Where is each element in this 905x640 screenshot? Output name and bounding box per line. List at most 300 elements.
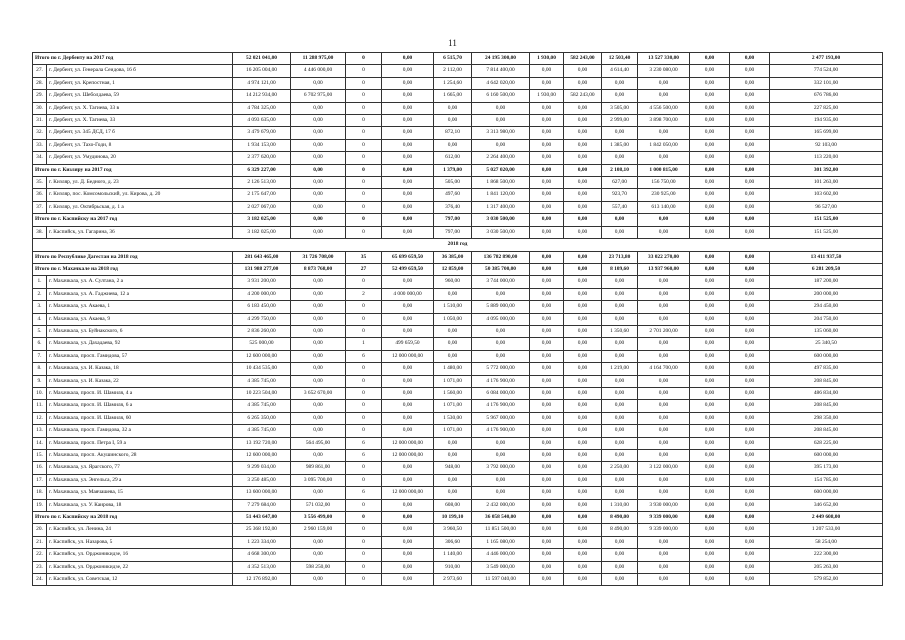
value-cell: 0 [346,53,382,65]
value-cell: 0,00 [472,288,530,300]
value-cell: 0,00 [730,177,770,189]
value-cell: 0,00 [291,164,346,176]
value-cell: 0 [346,102,382,114]
value-cell: 0,00 [638,549,690,561]
value-cell: 0,00 [564,400,602,412]
value-cell: 0,00 [638,214,690,226]
value-cell: 0,00 [382,400,434,412]
address-cell: г. Махачкала, ул. Акаева, 9 [47,313,233,325]
value-cell: 5 772 000,00 [472,363,530,375]
total-label: Итого по Республике Дагестан на 2018 год [33,251,233,263]
value-cell: 0,00 [602,387,638,399]
table-row [33,474,883,486]
value-cell: 1 254,60 [434,77,472,89]
value-cell: 0,00 [291,338,346,350]
value-cell: 0,00 [434,102,472,114]
value-cell: 0,00 [564,251,602,263]
value-cell: 23 713,80 [602,251,638,263]
value-cell: 31 726 708,00 [291,251,346,263]
value-cell: 25 368 192,00 [233,524,291,536]
table-row [33,276,883,288]
value-cell: 0,00 [291,450,346,462]
value-cell: 0,00 [730,251,770,263]
value-cell: 0,00 [690,487,730,499]
value-cell: 0,00 [730,400,770,412]
value-cell: 208 845,00 [770,425,883,437]
total-row [33,251,883,263]
value-cell: 0,00 [530,462,564,474]
value-cell: 0,00 [530,226,564,238]
repair-schedule-table [32,52,883,586]
value-cell: 2 112,00 [434,65,472,77]
value-cell: 376,40 [434,201,472,213]
value-cell: 0,00 [530,301,564,313]
year-header: 2018 год [33,239,883,251]
value-cell: 0,00 [730,450,770,462]
value-cell: 0,00 [730,524,770,536]
total-label: Итого по г. Каспийску на 2017 год [33,214,233,226]
value-cell: 0,00 [382,549,434,561]
value-cell: 0,00 [530,152,564,164]
value-cell: 0,00 [530,549,564,561]
value-cell: 0,00 [564,363,602,375]
value-cell: 0,00 [564,139,602,151]
value-cell: 0,00 [382,301,434,313]
row-number: 3. [33,301,47,313]
value-cell: 0 [346,189,382,201]
address-cell: г. Махачкала, ул. У. Каирова, 18 [47,499,233,511]
value-cell: 0,00 [530,574,564,586]
value-cell: 0,00 [564,102,602,114]
value-cell: 5 967 000,00 [472,412,530,424]
value-cell: 0,00 [291,288,346,300]
value-cell: 0,00 [564,387,602,399]
value-cell: 4 642 020,00 [472,77,530,89]
address-cell: г. Махачкала, ул. А. Султана, 2 а [47,276,233,288]
value-cell: 2 960 159,00 [291,524,346,536]
total-label: Итого по г. Махачкале на 2018 год [33,263,233,275]
table-row [33,363,883,375]
value-cell: 0,00 [730,375,770,387]
table-row [33,288,883,300]
value-cell: 628 225,00 [770,437,883,449]
value-cell: 13 411 937,50 [770,251,883,263]
value-cell: 0,00 [291,325,346,337]
value-cell: 0 [346,325,382,337]
value-cell: 0,00 [564,536,602,548]
value-cell: 0,00 [638,276,690,288]
value-cell: 0,00 [638,375,690,387]
value-cell: 0,00 [564,127,602,139]
value-cell: 3 744 000,00 [472,276,530,288]
address-cell: г. Дербент, ул. Умудинова, 20 [47,152,233,164]
value-cell: 0,00 [730,139,770,151]
value-cell: 0,00 [530,177,564,189]
value-cell: 0,00 [564,412,602,424]
value-cell: 204 750,00 [770,313,883,325]
address-cell: г. Махачкала, просп. И. Шамиля, 6 а [47,400,233,412]
address-cell: г. Каспийск, ул. Ленина, 24 [47,524,233,536]
value-cell: 0,00 [564,549,602,561]
value-cell: 1 219,00 [602,363,638,375]
value-cell: 0,00 [564,487,602,499]
row-number: 11. [33,400,47,412]
value-cell: 0,00 [291,536,346,548]
value-cell: 6 084 000,00 [472,387,530,399]
row-number: 30. [33,102,47,114]
value-cell: 3 505,00 [602,102,638,114]
value-cell: 0,00 [690,77,730,89]
value-cell: 0,00 [291,363,346,375]
value-cell: 0,00 [730,276,770,288]
value-cell: 0,00 [638,313,690,325]
value-cell: 557,40 [602,201,638,213]
value-cell: 0,00 [472,450,530,462]
value-cell: 1 385,00 [602,139,638,151]
value-cell: 0,00 [602,474,638,486]
value-cell: 0,00 [564,574,602,586]
address-cell: г. Дербент, ул. Генерала Сеидова, 16 б [47,65,233,77]
value-cell: 298 350,00 [770,412,883,424]
value-cell: 0,00 [472,487,530,499]
address-cell: г. Махачкала, ул. Маячашева, 15 [47,487,233,499]
value-cell: 989 861,00 [291,462,346,474]
value-cell: 0,00 [690,549,730,561]
value-cell: 8 873 768,00 [291,263,346,275]
value-cell: 1 071,00 [434,425,472,437]
value-cell: 0 [346,412,382,424]
value-cell: 6 160 500,00 [472,90,530,102]
total-row [33,53,883,65]
value-cell: 0,00 [730,462,770,474]
table-row [33,462,883,474]
value-cell: 0,00 [564,276,602,288]
value-cell: 0,00 [564,189,602,201]
value-cell: 0,00 [690,201,730,213]
value-cell: 0,00 [530,487,564,499]
value-cell: 4 176 900,00 [472,400,530,412]
value-cell: 0,00 [638,412,690,424]
value-cell: 12 000 000,00 [382,437,434,449]
value-cell: 0,00 [434,115,472,127]
value-cell: 4 385 745,00 [233,375,291,387]
value-cell: 205 263,00 [770,561,883,573]
value-cell: 0 [346,127,382,139]
table-row [33,549,883,561]
value-cell: 627,00 [602,177,638,189]
value-cell: 9 339 000,00 [638,512,690,524]
value-cell: 499 659,50 [382,338,434,350]
value-cell: 0,00 [472,437,530,449]
value-cell: 0,00 [730,437,770,449]
row-number: 37. [33,201,47,213]
value-cell: 1 000 815,00 [638,164,690,176]
value-cell: 582 243,00 [564,90,602,102]
value-cell: 3 030 500,00 [472,214,530,226]
value-cell: 0,00 [690,65,730,77]
value-cell: 0 [346,524,382,536]
value-cell: 151 525,00 [770,214,883,226]
value-cell: 3 182 025,00 [233,214,291,226]
value-cell: 923,70 [602,189,638,201]
value-cell: 0,00 [382,524,434,536]
value-cell: 2 477 193,00 [770,53,883,65]
value-cell: 0,00 [382,152,434,164]
address-cell: г. Дербент, ул. Х. Тагиева, 33 в [47,102,233,114]
value-cell: 4 614,40 [602,65,638,77]
value-cell: 0,00 [602,574,638,586]
value-cell: 571 032,00 [291,499,346,511]
value-cell: 6 329 227,00 [233,164,291,176]
value-cell: 0,00 [530,65,564,77]
total-label: Итого по г. Каспийску на 2018 год [33,512,233,524]
value-cell: 0,00 [564,474,602,486]
value-cell: 13 192 720,00 [233,437,291,449]
value-cell: 0,00 [382,189,434,201]
value-cell: 0,00 [382,462,434,474]
value-cell: 0,00 [382,574,434,586]
value-cell: 0,00 [291,226,346,238]
value-cell: 0,00 [434,487,472,499]
value-cell: 0,00 [690,226,730,238]
value-cell: 2 836 260,00 [233,325,291,337]
value-cell: 0,00 [382,276,434,288]
total-row [33,263,883,275]
value-cell: 0,00 [382,375,434,387]
value-cell: 0,00 [602,152,638,164]
value-cell: 0,00 [690,152,730,164]
address-cell: г. Дербент, ул. Тахо-Годи, 8 [47,139,233,151]
value-cell: 0,00 [291,152,346,164]
value-cell: 0,00 [434,437,472,449]
value-cell: 0,00 [530,561,564,573]
value-cell: 0,00 [382,139,434,151]
value-cell: 2 999,00 [602,115,638,127]
value-cell: 1 050,00 [434,313,472,325]
value-cell: 0,00 [690,90,730,102]
value-cell: 0,00 [530,437,564,449]
value-cell: 4 000 000,00 [382,288,434,300]
value-cell: 0,00 [382,387,434,399]
value-cell: 0,00 [690,251,730,263]
value-cell: 0,00 [730,536,770,548]
value-cell: 2 264 400,00 [472,152,530,164]
value-cell: 564 495,00 [291,437,346,449]
value-cell: 0,00 [690,363,730,375]
value-cell: 0,00 [690,499,730,511]
value-cell: 2 [346,288,382,300]
table-row [33,375,883,387]
value-cell: 0,00 [564,226,602,238]
value-cell: 113 220,00 [770,152,883,164]
row-number: 21. [33,536,47,548]
value-cell: 12 600 000,00 [233,350,291,362]
value-cell: 0 [346,201,382,213]
table-row [33,412,883,424]
total-row [33,214,883,226]
value-cell: 582 243,00 [564,53,602,65]
value-cell: 0,00 [530,512,564,524]
value-cell: 960,00 [434,276,472,288]
address-cell: г. Дербент, ул. Шеболдаева, 59 [47,90,233,102]
value-cell: 0,00 [291,102,346,114]
row-number: 35. [33,177,47,189]
value-cell: 346 652,00 [770,499,883,511]
row-number: 5. [33,325,47,337]
value-cell: 4 556 500,00 [638,102,690,114]
value-cell: 0 [346,152,382,164]
value-cell: 0 [346,512,382,524]
value-cell: 0,00 [434,288,472,300]
value-cell: 0,00 [690,462,730,474]
value-cell: 92 103,00 [770,139,883,151]
value-cell: 0,00 [730,152,770,164]
value-cell: 0,00 [530,263,564,275]
value-cell: 9 299 034,00 [233,462,291,474]
value-cell: 0,00 [530,338,564,350]
value-cell: 4 385 745,00 [233,425,291,437]
row-number: 38. [33,226,47,238]
value-cell: 0,00 [638,450,690,462]
value-cell: 0,00 [530,77,564,89]
row-number: 24. [33,574,47,586]
value-cell: 8 490,00 [602,524,638,536]
value-cell: 0,00 [730,77,770,89]
row-number: 17. [33,474,47,486]
value-cell: 0,00 [690,561,730,573]
value-cell: 10 434 535,00 [233,363,291,375]
value-cell: 676 786,00 [770,90,883,102]
value-cell: 131 988 277,00 [233,263,291,275]
value-cell: 0,00 [730,90,770,102]
value-cell: 3 931 200,00 [233,276,291,288]
value-cell: 10 199,10 [434,512,472,524]
value-cell: 2 108,10 [602,164,638,176]
value-cell: 0,00 [602,226,638,238]
value-cell: 0,00 [382,115,434,127]
table-row [33,102,883,114]
value-cell: 0 [346,400,382,412]
value-cell: 0,00 [602,412,638,424]
value-cell: 0,00 [602,487,638,499]
value-cell: 6 265 350,00 [233,412,291,424]
value-cell: 0,00 [472,338,530,350]
value-cell: 3 182 025,00 [233,226,291,238]
value-cell: 0,00 [730,164,770,176]
value-cell: 0,00 [382,313,434,325]
value-cell: 0,00 [291,115,346,127]
value-cell: 135 060,00 [770,325,883,337]
value-cell: 0,00 [564,350,602,362]
value-cell: 0,00 [564,561,602,573]
value-cell: 154 785,00 [770,474,883,486]
total-label: Итого по г. Кизляру на 2017 год [33,164,233,176]
row-number: 33. [33,139,47,151]
value-cell: 0,00 [530,524,564,536]
value-cell: 11 597 040,00 [472,574,530,586]
value-cell: 0,00 [730,301,770,313]
value-cell: 0,00 [690,177,730,189]
value-cell: 136 782 890,00 [472,251,530,263]
value-cell: 2 126 513,00 [233,177,291,189]
value-cell: 4 176 900,00 [472,375,530,387]
value-cell: 0,00 [690,574,730,586]
value-cell: 0,00 [690,338,730,350]
value-cell: 5 889 000,00 [472,301,530,313]
row-number: 8. [33,363,47,375]
value-cell: 0,00 [434,350,472,362]
value-cell: 0,00 [730,338,770,350]
value-cell: 0,00 [690,164,730,176]
value-cell: 0,00 [730,263,770,275]
address-cell: г. Каспийск, ул. Советская, 12 [47,574,233,586]
value-cell: 0,00 [291,189,346,201]
row-number: 19. [33,499,47,511]
row-number: 2. [33,288,47,300]
row-number: 31. [33,115,47,127]
value-cell: 0,00 [730,425,770,437]
value-cell: 0,00 [730,499,770,511]
value-cell: 0,00 [564,524,602,536]
value-cell: 0,00 [382,102,434,114]
value-cell: 0,00 [564,201,602,213]
value-cell: 0,00 [530,189,564,201]
value-cell: 0,00 [291,487,346,499]
value-cell: 0,00 [690,313,730,325]
value-cell: 0,00 [602,288,638,300]
value-cell: 8 109,60 [602,263,638,275]
value-cell: 52 021 041,00 [233,53,291,65]
value-cell: 0,00 [564,338,602,350]
value-cell: 1 530,00 [434,412,472,424]
table-row [33,115,883,127]
table-row [33,400,883,412]
value-cell: 0 [346,313,382,325]
value-cell: 0,00 [564,152,602,164]
value-cell: 151 525,00 [770,226,883,238]
value-cell: 4 446 000,00 [291,65,346,77]
value-cell: 0,00 [690,325,730,337]
value-cell: 10 223 504,00 [233,387,291,399]
value-cell: 0,00 [730,387,770,399]
table-row [33,561,883,573]
value-cell: 0,00 [291,139,346,151]
value-cell: 0,00 [291,425,346,437]
value-cell: 0,00 [730,288,770,300]
address-cell: г. Махачкала, просп. Акушинского, 28 [47,450,233,462]
value-cell: 1 223 334,00 [233,536,291,548]
value-cell: 0,00 [530,164,564,176]
value-cell: 230 925,00 [638,189,690,201]
table-row [33,425,883,437]
value-cell: 3 095 700,00 [291,474,346,486]
value-cell: 0,00 [530,313,564,325]
table-body [33,53,883,586]
value-cell: 0,00 [291,574,346,586]
value-cell: 0 [346,561,382,573]
table-row [33,177,883,189]
address-cell: г. Махачкала, ул. А. Гаджиева, 12 а [47,288,233,300]
value-cell: 1 317 400,00 [472,201,530,213]
value-cell: 0,00 [564,263,602,275]
value-cell: 0,00 [638,152,690,164]
address-cell: г. Махачкала, ул. И. Казака, 22 [47,375,233,387]
value-cell: 101 263,00 [770,177,883,189]
value-cell: 4 299 750,00 [233,313,291,325]
table-row [33,201,883,213]
value-cell: 1 [346,338,382,350]
value-cell: 0,00 [690,437,730,449]
